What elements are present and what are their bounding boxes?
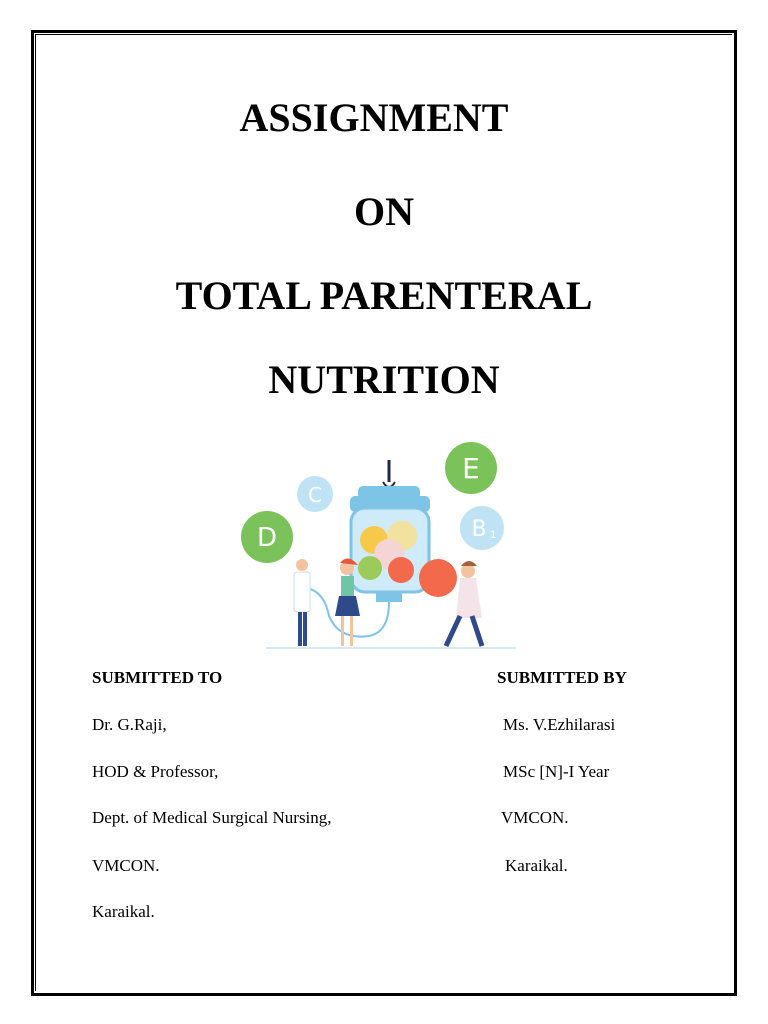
submitted-to-line: Karaikal.: [92, 902, 155, 921]
nutrition-illustration: [236, 438, 528, 652]
vitamin-b-bubble: [460, 506, 504, 550]
title-line-nutrition: NUTRITION: [268, 357, 500, 402]
vitamin-b-label: B: [471, 517, 487, 542]
submitted-to-heading: SUBMITTED TO: [92, 668, 223, 687]
title-line-tpn: TOTAL PARENTERAL: [175, 273, 593, 318]
vitamin-d-bubble: [241, 511, 293, 563]
title-line-assignment: ASSIGNMENT: [239, 95, 509, 140]
vitamin-e-label: E: [462, 452, 480, 485]
submitted-by-heading: SUBMITTED BY: [497, 668, 627, 687]
vitamin-d-label: D: [256, 523, 278, 553]
patient-figure-icon: [419, 559, 482, 646]
submitted-by-line: MSc [N]-I Year: [503, 762, 610, 781]
submitted-by-line: Ms. V.Ezhilarasi: [503, 715, 616, 734]
submitted-to-line: VMCON.: [92, 856, 160, 875]
vitamin-e-bubble: [445, 442, 497, 494]
submitted-to-line: HOD & Professor,: [92, 762, 219, 781]
submitted-to-line: Dept. of Medical Surgical Nursing,: [92, 808, 332, 827]
vitamin-b-subscript: 1: [490, 530, 497, 541]
vitamin-c-label: C: [308, 483, 322, 507]
doctor-figure-icon: [294, 559, 310, 646]
submitted-by-line: Karaikal.: [505, 856, 568, 875]
vitamin-c-bubble: [297, 476, 333, 512]
submitted-by-line: VMCON.: [501, 808, 569, 827]
title-line-on: ON: [354, 189, 414, 234]
submitted-to-line: Dr. G.Raji,: [92, 715, 167, 734]
